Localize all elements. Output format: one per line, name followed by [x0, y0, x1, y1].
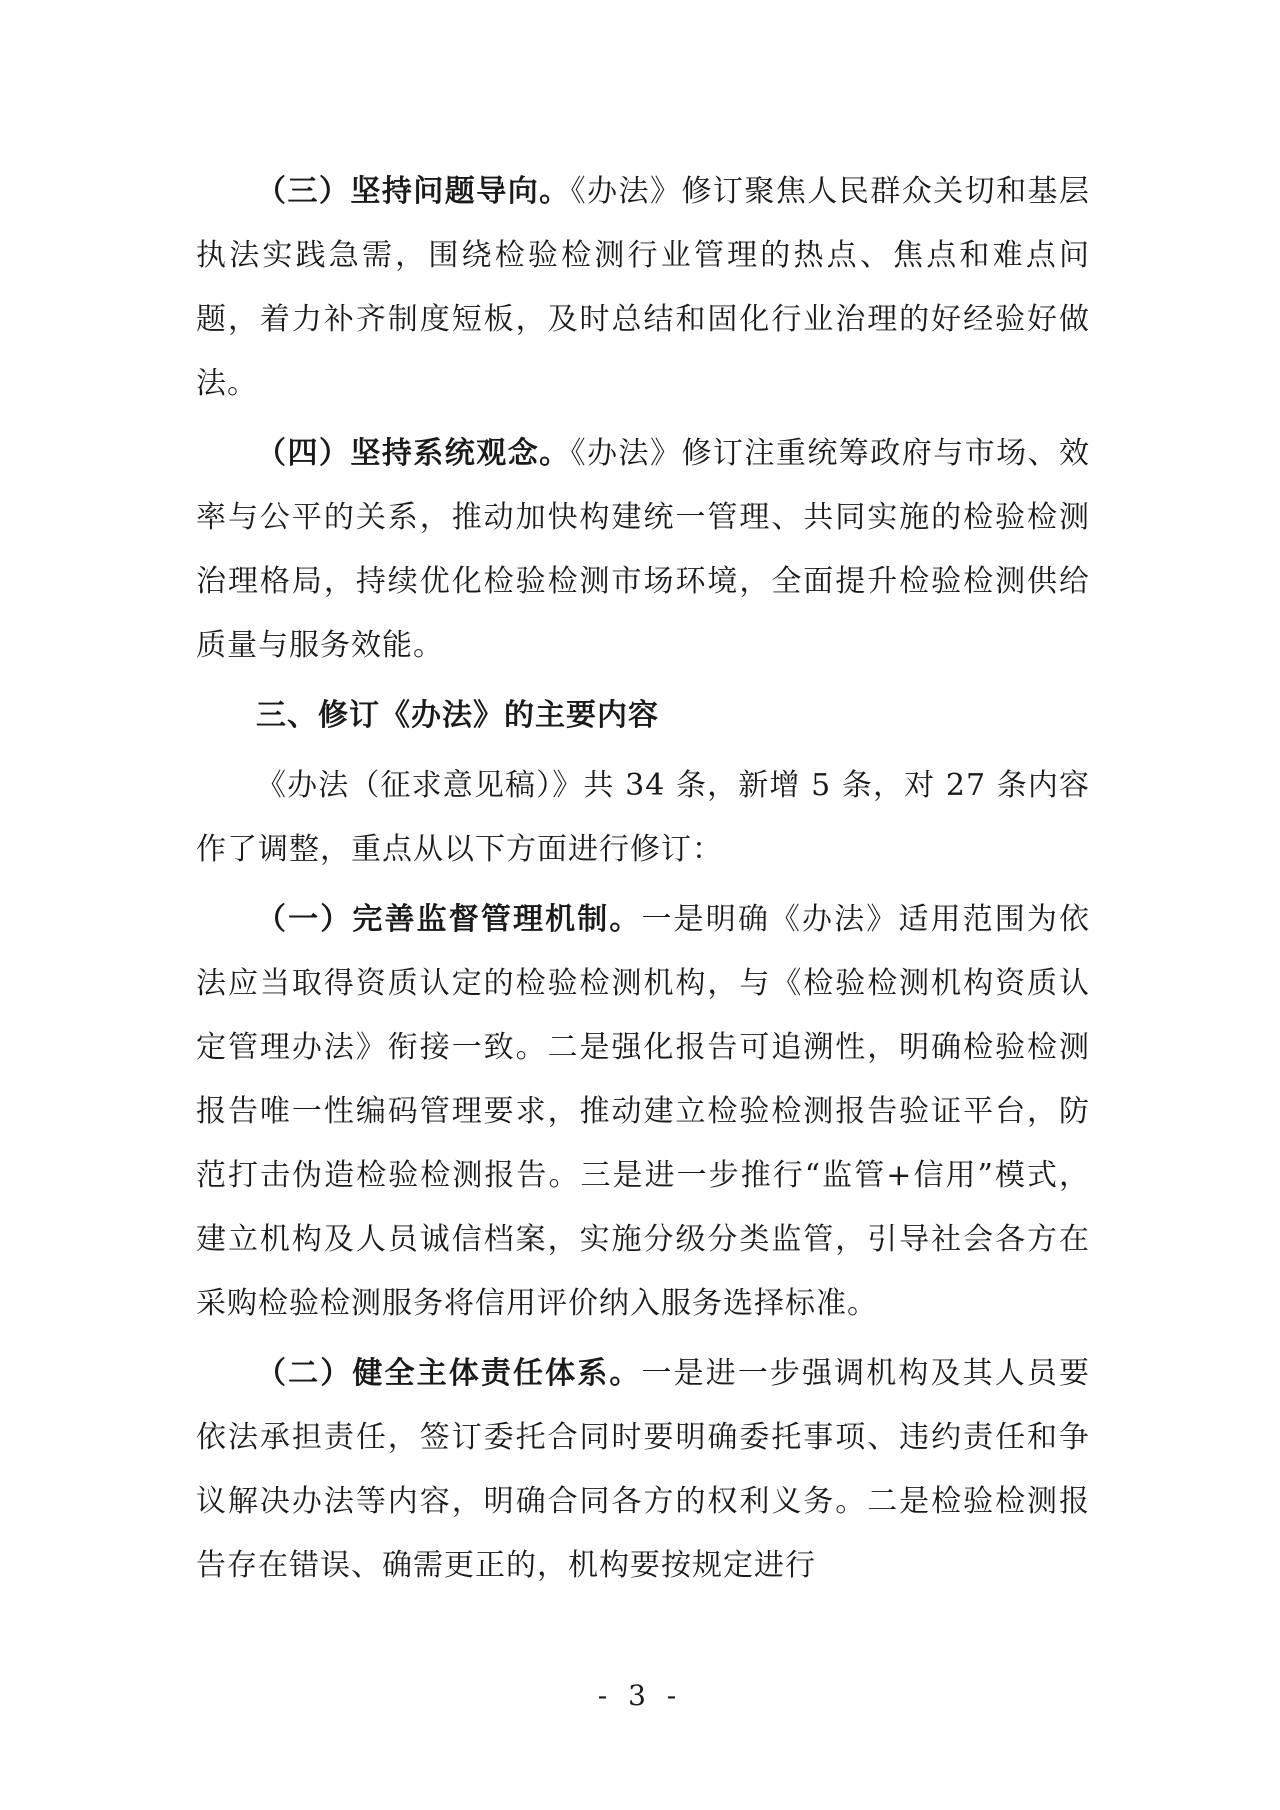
- paragraph-text: 一是明确《办法》适用范围为依法应当取得资质认定的检验检测机构，与《检验检测机构资质认定管理办法》衔接一致。二是强化报告可追溯性，明确检验检测报告唯一性编码管理要求，推动建立检验检测报告验证平台，防范打击伪造检验检测报告。三是进一步推行“监管+信用”模式，建立机构及人员诚信档案，实施分级分类监管，引导社会各方在采购检验检测服务将信用评价纳入服务选择标准。: [196, 902, 1091, 1321]
- paragraph-systems-thinking: [196, 422, 1090, 678]
- paragraph-lead: （三）坚持问题导向。: [256, 174, 571, 209]
- document-body: [196, 160, 1090, 1598]
- paragraph-supervision-mechanism: [196, 888, 1090, 1336]
- section-heading: 三、修订《办法》的主要内容: [256, 698, 659, 733]
- paragraph-text: 《办法（征求意见稿）》共 34 条，新增 5 条，对 27 条内容作了调整，重点从以下方面进行修订：: [196, 768, 1090, 867]
- paragraph-lead: （一）完善监督管理机制。: [256, 902, 642, 937]
- paragraph-text: 《办法》修订注重统筹政府与市场、效率与公平的关系，推动加快构建统一管理、共同实施的检验检测治理格局，持续优化检验检测市场环境，全面提升检验检测供给质量与服务效能。: [196, 436, 1091, 663]
- paragraph-responsibility-system: [196, 1342, 1090, 1598]
- paragraph-problem-oriented: [196, 160, 1090, 416]
- paragraph-lead: （二）健全主体责任体系。: [256, 1356, 642, 1391]
- paragraph-overview: [196, 754, 1090, 882]
- paragraph-lead: （四）坚持系统观念。: [256, 436, 571, 471]
- paragraph-text: 一是进一步强调机构及其人员要依法承担责任，签订委托合同时要明确委托事项、违约责任和争议解决办法等内容，明确合同各方的权利义务。二是检验检测报告存在错误、确需更正的，机构要按规定进行: [196, 1356, 1091, 1583]
- paragraph-text: 《办法》修订聚焦人民群众关切和基层执法实践急需，围绕检验检测行业管理的热点、焦点和难点问题，着力补齐制度短板，及时总结和固化行业治理的好经验好做法。: [196, 174, 1091, 401]
- page-number: - 3 -: [597, 1679, 683, 1712]
